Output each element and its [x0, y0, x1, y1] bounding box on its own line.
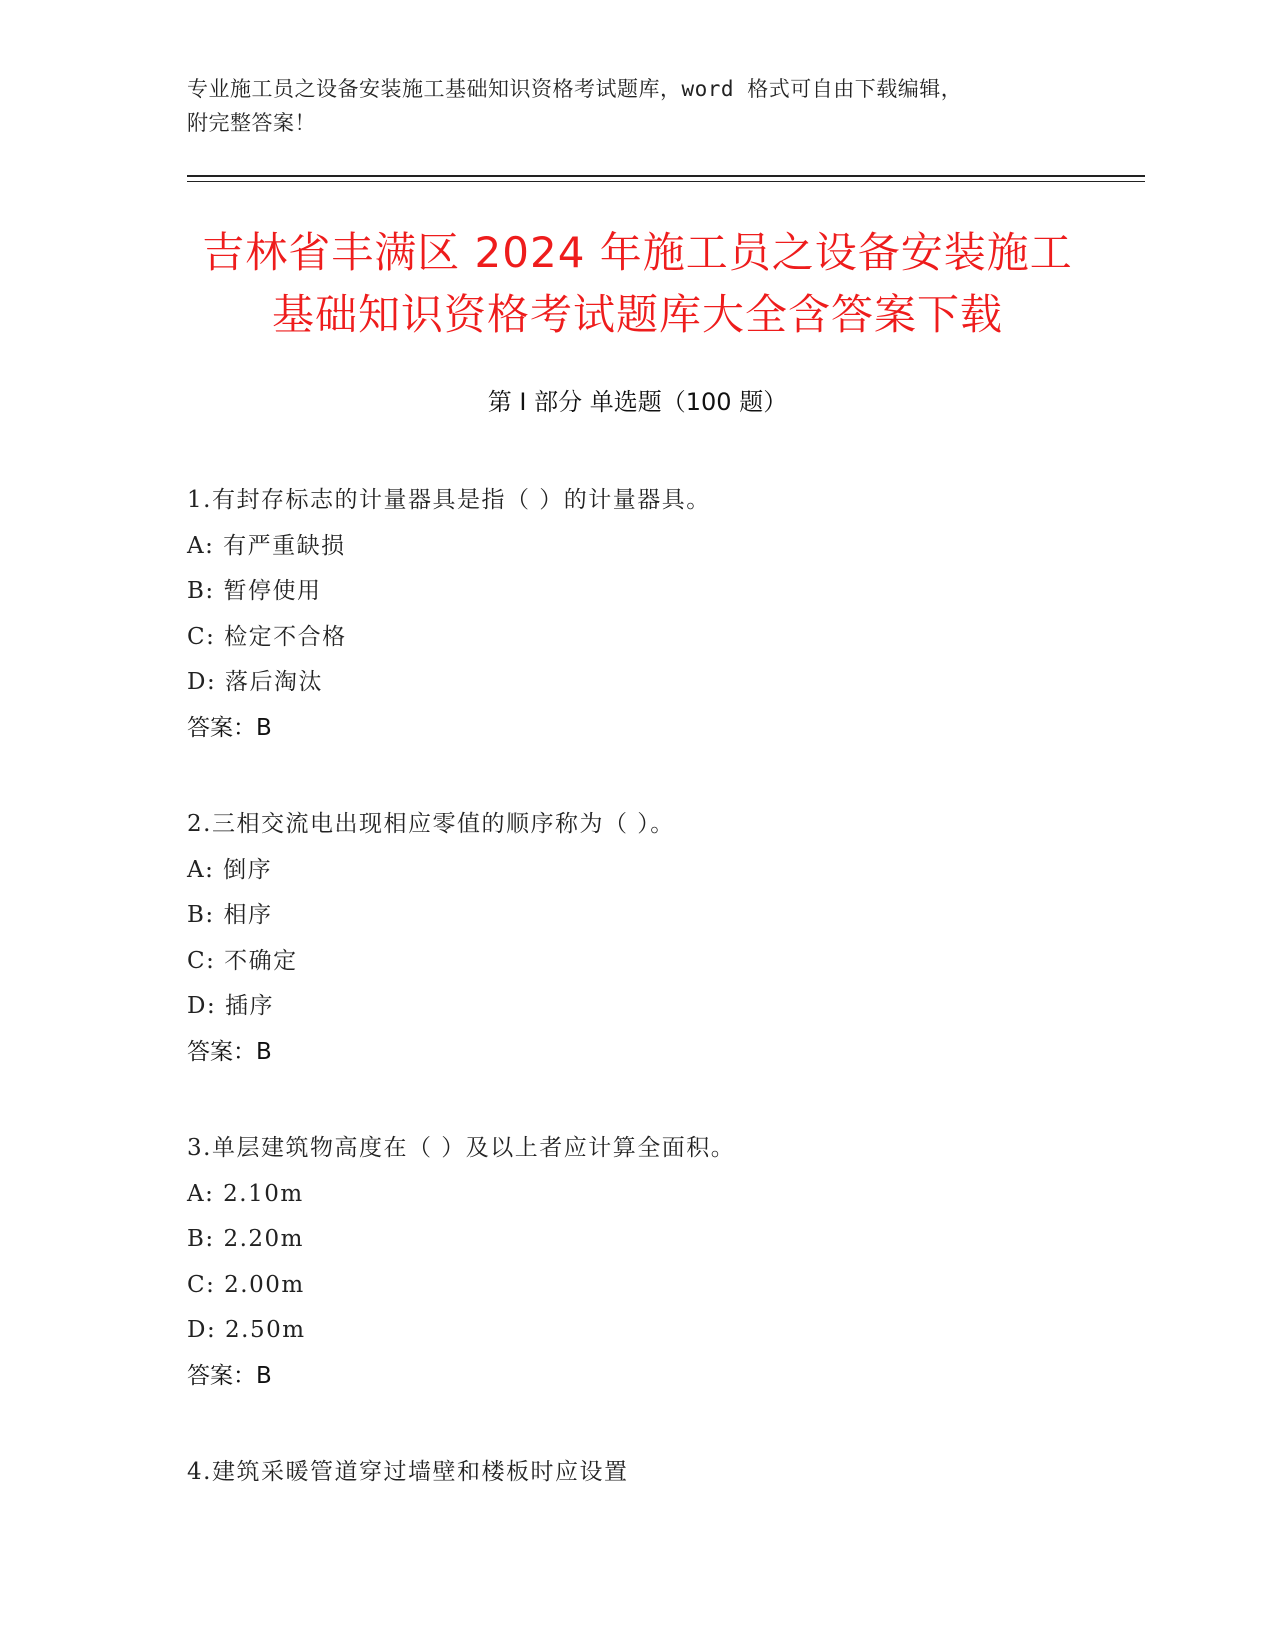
question-list [187, 478, 1137, 1547]
header-note-line-1: 专业施工员之设备安装施工基础知识资格考试题库，word 格式可自由下载编辑， [187, 77, 963, 101]
option-c: C: 检定不合格 [187, 623, 347, 650]
answer-label: 答案：B [187, 1362, 272, 1389]
answer-label: 答案：B [187, 714, 272, 741]
option-a: A: 2.10m [187, 1180, 304, 1207]
option-c: C: 不确定 [187, 947, 298, 974]
question-text: 2.三相交流电出现相应零值的顺序称为（ ）。 [187, 811, 675, 837]
question-text: 3.单层建筑物高度在（ ）及以上者应计算全面积。 [187, 1135, 736, 1161]
option-a: A: 倒序 [187, 856, 273, 883]
question-text: 4.建筑采暖管道穿过墙壁和楼板时应设置 [187, 1459, 629, 1485]
document-title-line-2: 基础知识资格考试题库大全含答案下载 [271, 290, 1003, 339]
question-text: 1.有封存标志的计量器具是指（ ）的计量器具。 [187, 487, 711, 513]
header-divider-thin [187, 181, 1145, 182]
option-c: C: 2.00m [187, 1271, 305, 1298]
option-b: B: 暂停使用 [187, 578, 322, 604]
option-d: D: 插序 [187, 993, 275, 1019]
header-note [187, 72, 1067, 140]
option-d: D: 落后淘汰 [187, 669, 324, 695]
option-b: B: 相序 [187, 902, 273, 928]
option-a: A: 有严重缺损 [187, 532, 346, 559]
question-item [187, 1450, 1137, 1496]
option-d: D: 2.50m [187, 1317, 306, 1343]
question-item [187, 1126, 1137, 1399]
document-title [140, 222, 1135, 346]
section-heading: 第 I 部分 单选题（100 题） [487, 388, 788, 416]
header-divider-thick [187, 175, 1145, 177]
document-title-line-1: 吉林省丰满区 2024 年施工员之设备安装施工 [202, 228, 1073, 277]
header-note-line-2: 附完整答案！ [187, 111, 316, 135]
answer-label: 答案：B [187, 1038, 272, 1065]
option-b: B: 2.20m [187, 1226, 304, 1252]
question-item [187, 478, 1137, 751]
question-item [187, 802, 1137, 1075]
